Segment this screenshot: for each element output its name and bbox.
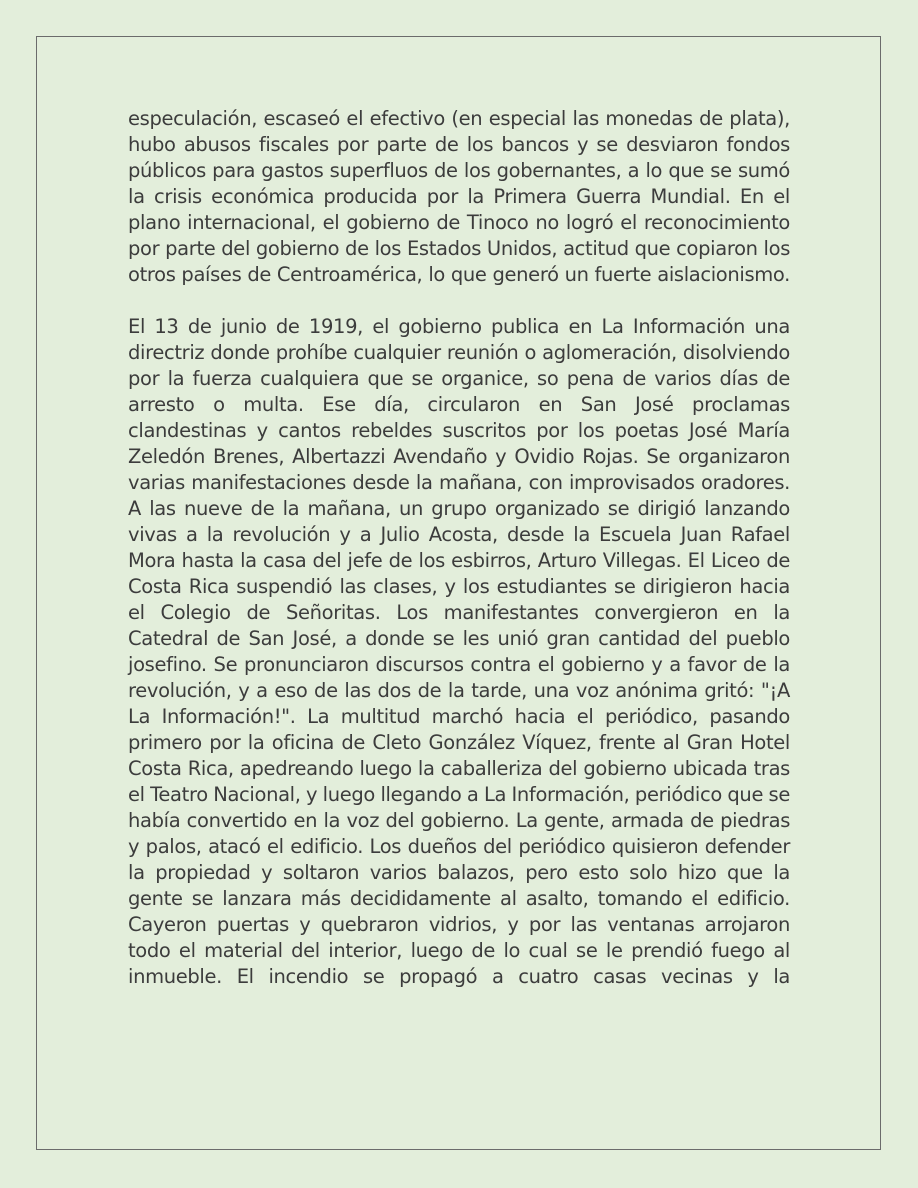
paragraph-2: El 13 de junio de 1919, el gobierno publica en La Información una directriz donde prohíbe cualquier reunión o aglomeración, disolviendo por la fuerza cualquiera que se organice, so pena de varios días de arresto o multa. Ese día, circularon en San José proclamas clandestinas y cantos rebeldes suscritos por los poetas José María Zeledón Brenes, Albertazzi Avendaño y Ovidio Rojas. Se organizaron varias manifestaciones desde la mañana, con improvisados oradores. A las nueve de la mañana, un grupo organizado se dirigió lanzando vivas a la revolución y a Julio Acosta, desde la Escuela Juan Rafael Mora hasta la casa del jefe de los esbirros, Arturo Villegas. El Liceo de Costa Rica suspendió las clases, y los estudiantes se dirigieron hacia el Colegio de Señoritas. Los manifestantes convergieron en la Catedral de San José, a donde se les unió gran cantidad del pueblo josefino. Se pronunciaron discursos contra el gobierno y a favor de la revolución, y a eso de las dos de la tarde, una voz anónima gritó: "¡A La Información!". La multitud marchó hacia el periódico, pasando primero por la oficina de Cleto González Víquez, frente al Gran Hotel Costa Rica, apedreando luego la caballeriza del gobierno ubicada tras el Teatro Nacional, y luego llegando a La Información, periódico que se había convertido en la voz del gobierno. La gente, armada de piedras y palos, atacó el edificio. Los dueños del periódico quisieron defender la propiedad y soltaron varios balazos, pero esto solo hizo que la gente se lanzara más decididamente al asalto, tomando el edificio. Cayeron puertas y quebraron vidrios, y por las ventanas arrojaron todo el material del interior, luego de lo cual se le prendió fuego al inmueble. El incendio se propagó a cuatro casas vecinas y la [128, 315, 790, 988]
paragraph-1: especulación, escaseó el efectivo (en especial las monedas de plata), hubo abusos fiscales por parte de los bancos y se desviaron fondos públicos para gastos superfluos de los gobernantes, a lo que se sumó la crisis económica producida por la Primera Guerra Mundial. En el plano internacional, el gobierno de Tinoco no logró el reconocimiento por parte del gobierno de los Estados Unidos, actitud que copiaron los otros países de Centroamérica, lo que generó un fuerte aislacionismo. [128, 107, 790, 286]
document-body [128, 106, 790, 990]
